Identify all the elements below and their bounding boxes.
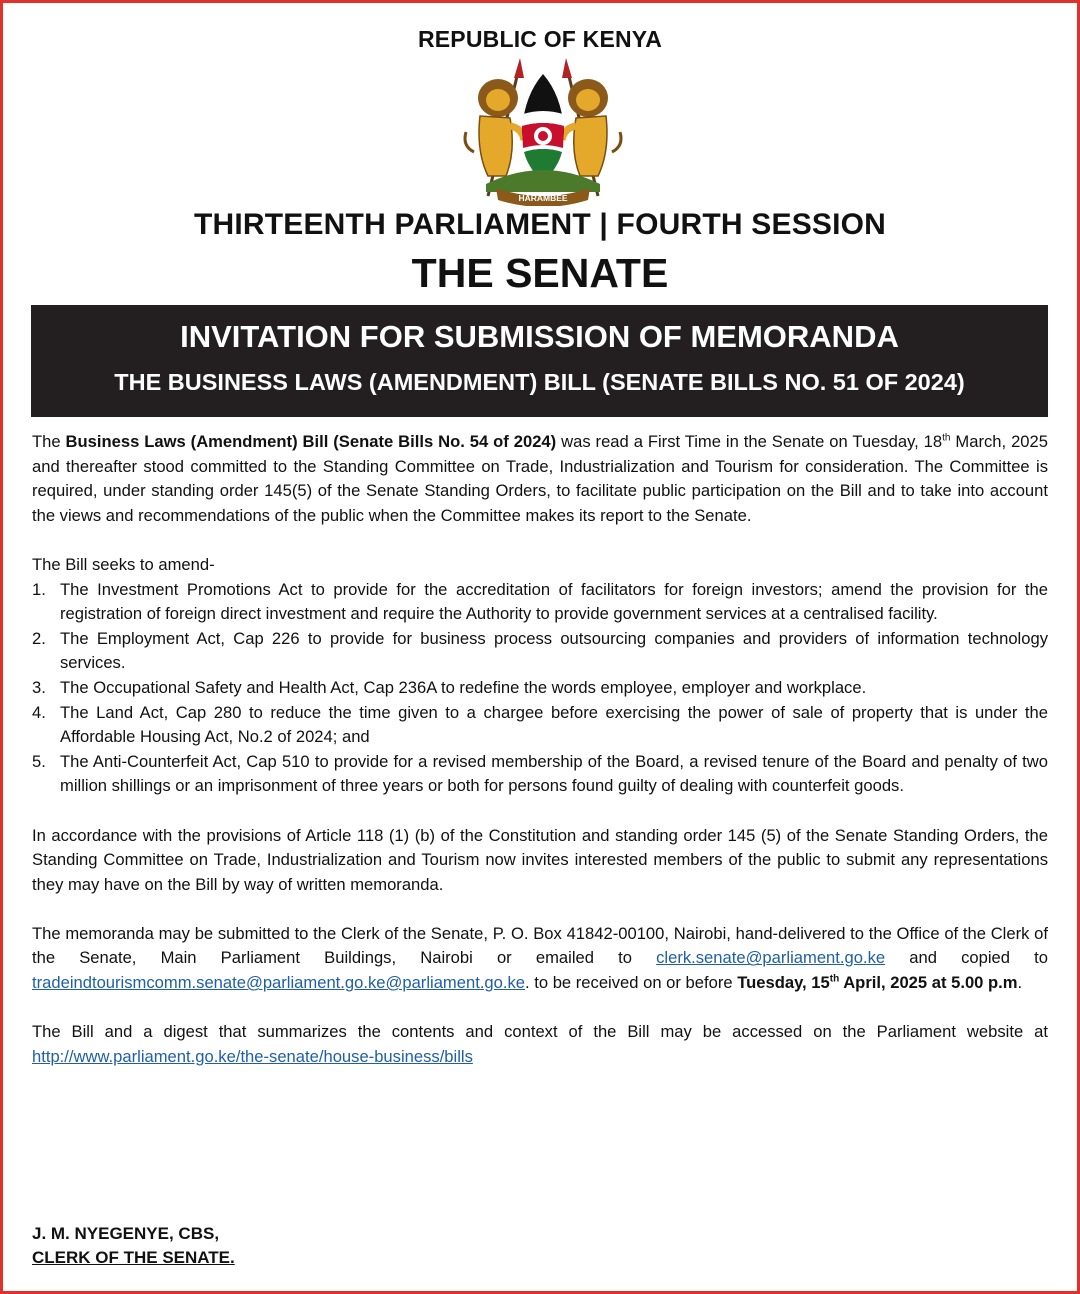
deadline	[737, 973, 1017, 992]
list-item-number: 3.	[32, 677, 46, 697]
deadline-sup: th	[829, 973, 840, 985]
submission-text-b: and copied to	[885, 948, 1048, 968]
signature-block	[32, 1222, 235, 1270]
list-item-number: 1.	[32, 579, 46, 599]
list-item	[32, 750, 1048, 799]
list-item	[32, 701, 1048, 750]
motto-text: HARAMBEE	[518, 193, 568, 203]
list-item	[32, 578, 1048, 627]
deadline-a: Tuesday, 15	[737, 973, 830, 993]
list-item-number: 5.	[32, 751, 46, 771]
committee-email-link[interactable]: tradeindtourismcomm.senate@parliament.go.ke@parliament.go.ke	[32, 973, 526, 993]
list-item-number: 2.	[32, 628, 46, 648]
list-item	[32, 676, 1048, 701]
submission-text-c: . to be received on or before	[525, 973, 738, 993]
deadline-b: April, 2025 at 5.00 p.m	[839, 973, 1018, 993]
bill-name: Business Laws (Amendment) Bill (Senate Bills No. 54 of 2024)	[65, 432, 557, 451]
list-item-text: The Anti-Counterfeit Act, Cap 510 to provide for a revised membership of the Board, a revised tenure of the Board and penalty of two million shillings or an imprisonment of three years or both for persons found guilty of dealing with counterfeit goods.	[60, 751, 1048, 796]
title-banner	[31, 305, 1048, 417]
clerk-email-link[interactable]: clerk.senate@parliament.go.ke	[656, 948, 886, 968]
list-item-text: The Land Act, Cap 280 to reduce the time given to a chargee before exercising the power of sale of property that is under the Affordable Housing Act, No.2 of 2024; and	[60, 702, 1048, 747]
banner-title: INVITATION FOR SUBMISSION OF MEMORANDA	[180, 319, 899, 354]
intro-sup: th	[942, 432, 951, 444]
list-item	[32, 627, 1048, 676]
signatory-title: CLERK OF THE SENATE.	[32, 1248, 235, 1267]
digest-paragraph	[32, 1020, 1048, 1069]
amend-lead: The Bill seeks to amend-	[32, 554, 215, 574]
submission-paragraph	[32, 922, 1048, 996]
amend-list	[32, 578, 1048, 799]
list-item-text: The Employment Act, Cap 226 to provide for business process outsourcing companies and providers of information technology services.	[60, 628, 1048, 673]
senate-heading: THE SENATE	[411, 250, 669, 296]
intro-text-b: March, 2025 and thereafter stood committed to the Standing Committee on Trade, Industrialization and Tourism for consideration. The Committee is required, under standing order 145(5) of the Senate Standing Orders, to facilitate public participation on the Bill and to take into account the views and recommendations of the public when the Committee makes its report to the Senate.	[32, 432, 1048, 525]
list-item-text: The Investment Promotions Act to provide for the accreditation of facilitators for foreign investors; amend the provision for the registration of foreign direct investment and require the Authority to provide government services at a centralised facility.	[60, 579, 1048, 624]
republic-heading: REPUBLIC OF KENYA	[417, 26, 663, 52]
list-item-text: The Occupational Safety and Health Act, Cap 236A to redefine the words employee, employer and workplace.	[60, 677, 867, 697]
digest-text: The Bill and a digest that summarizes the contents and context of the Bill may be accessed on the Parliament website at	[32, 1022, 1048, 1042]
parliament-session-heading: THIRTEENTH PARLIAMENT | FOURTH SESSION	[193, 208, 887, 241]
banner-subtitle: THE BUSINESS LAWS (AMENDMENT) BILL (SENATE BILLS NO. 51 OF 2024)	[114, 369, 965, 395]
coat-of-arms-icon	[458, 56, 628, 206]
list-item-number: 4.	[32, 702, 46, 722]
signatory-name: J. M. NYEGENYE, CBS,	[32, 1224, 220, 1243]
bills-website-link[interactable]: http://www.parliament.go.ke/the-senate/house-business/bills	[32, 1046, 473, 1066]
submission-text-d: .	[1017, 973, 1023, 993]
intro-paragraph	[32, 430, 1048, 528]
submission-text-a: The memoranda may be submitted to the Clerk of the Senate, P. O. Box 41842-00100, Nairobi, hand-delivered to the Office of the Clerk of the Senate, Main Parliament Buildings, Nairobi or emailed to	[32, 923, 1048, 968]
intro-text-a: was read a First Time in the Senate on Tuesday, 18	[556, 432, 943, 451]
notice-body	[32, 430, 1048, 1069]
accordance-paragraph: In accordance with the provisions of Article 118 (1) (b) of the Constitution and standing order 145 (5) of the Senate Standing Orders, the Standing Committee on Trade, Industrialization and Tourism now invites interested members of the public to submit any representations they may have on the Bill by way of written memoranda.	[32, 825, 1048, 894]
intro-prefix: The	[32, 432, 66, 451]
